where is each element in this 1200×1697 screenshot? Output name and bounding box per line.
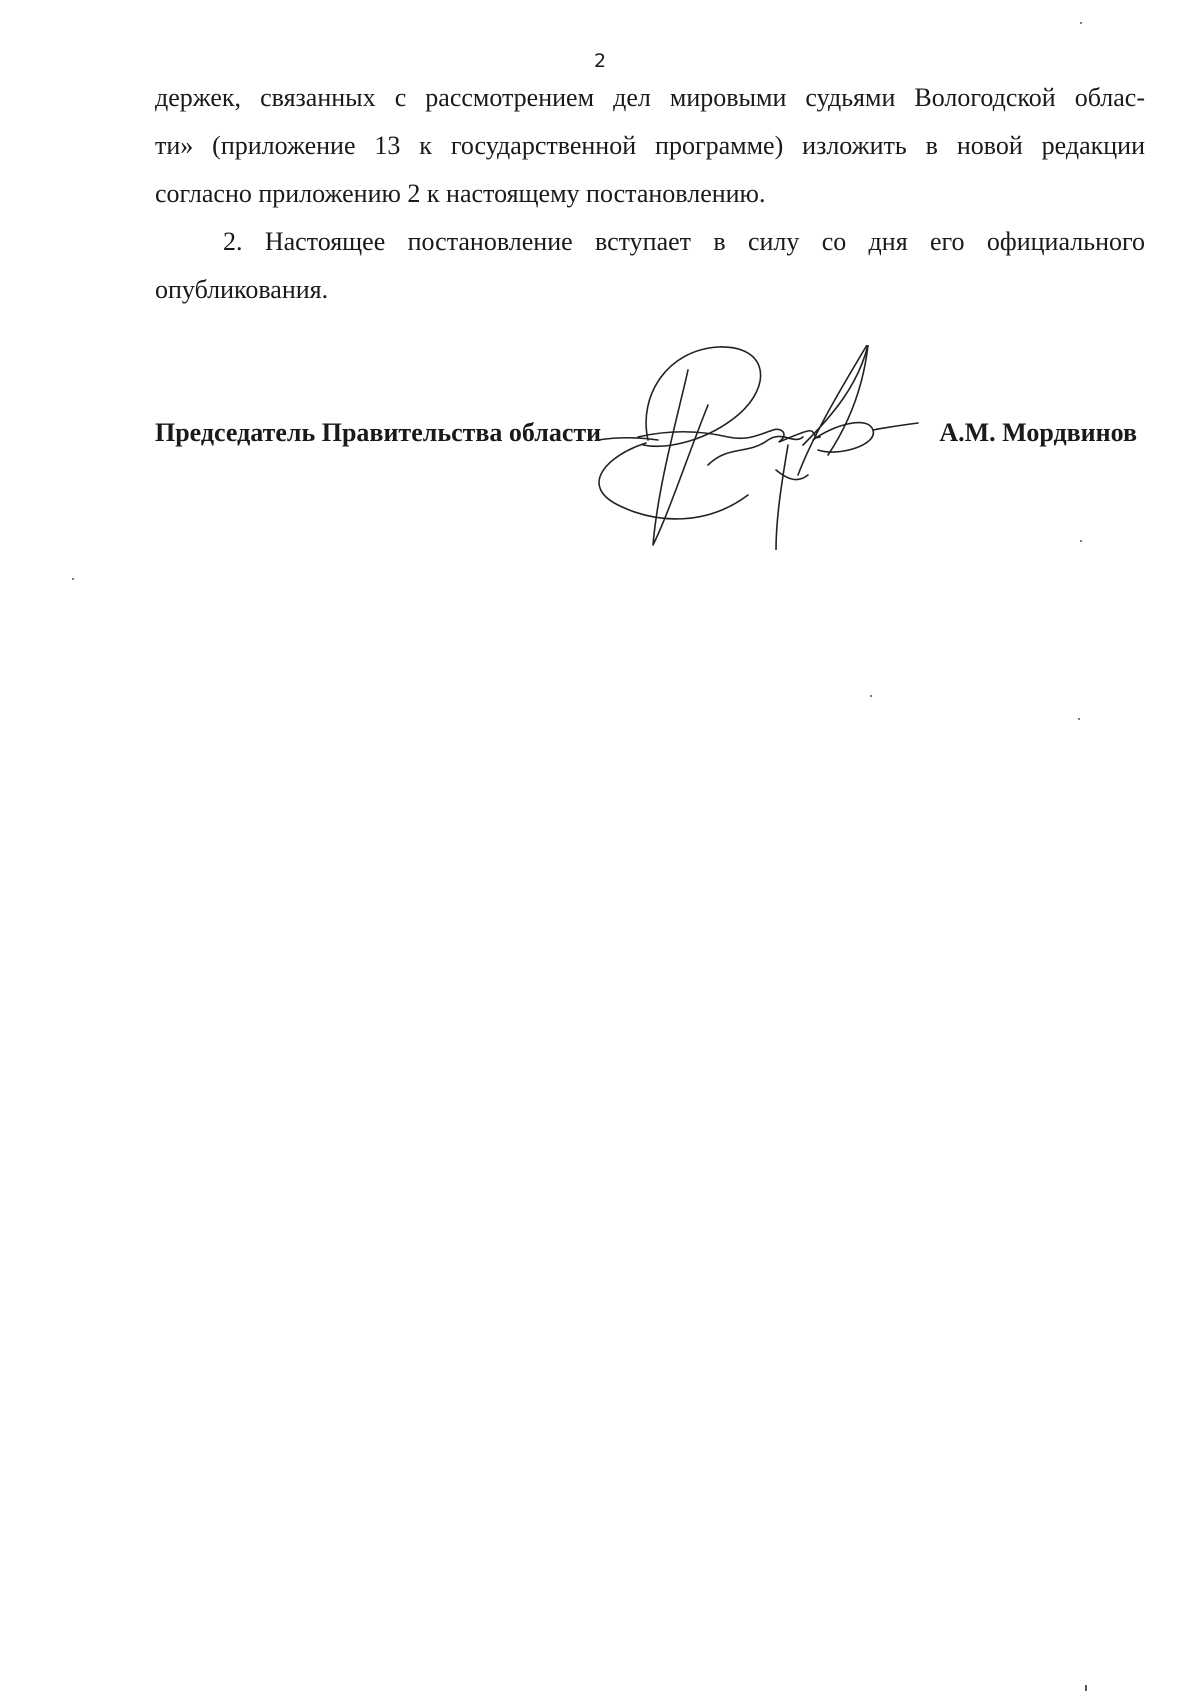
handwritten-signature [598, 345, 950, 550]
scan-speck [72, 578, 74, 580]
scan-speck [1080, 540, 1082, 542]
paragraph-1 [155, 74, 1145, 218]
scan-speck [870, 695, 872, 697]
signer-title: Председатель Правительства области [155, 418, 602, 447]
document-body [155, 74, 1145, 314]
scan-speck [1085, 1685, 1087, 1691]
page-number: 2 [593, 50, 607, 72]
scan-speck [1078, 718, 1080, 720]
text-line: 2. Настоящее постановление вступает в силу со дня его официального [223, 227, 1145, 256]
signer-name: А.М. Мордвинов [939, 418, 1137, 447]
paragraph-2 [155, 218, 1145, 314]
scan-speck [1080, 22, 1082, 24]
text-line: держек, связанных с рассмотрением дел мировыми судьями Вологодской облас- [155, 83, 1145, 112]
text-line: опубликования. [155, 275, 329, 304]
text-line: ти» (приложение 13 к государственной программе) изложить в новой редакции [155, 131, 1145, 160]
text-line: согласно приложению 2 к настоящему постановлению. [155, 179, 766, 208]
